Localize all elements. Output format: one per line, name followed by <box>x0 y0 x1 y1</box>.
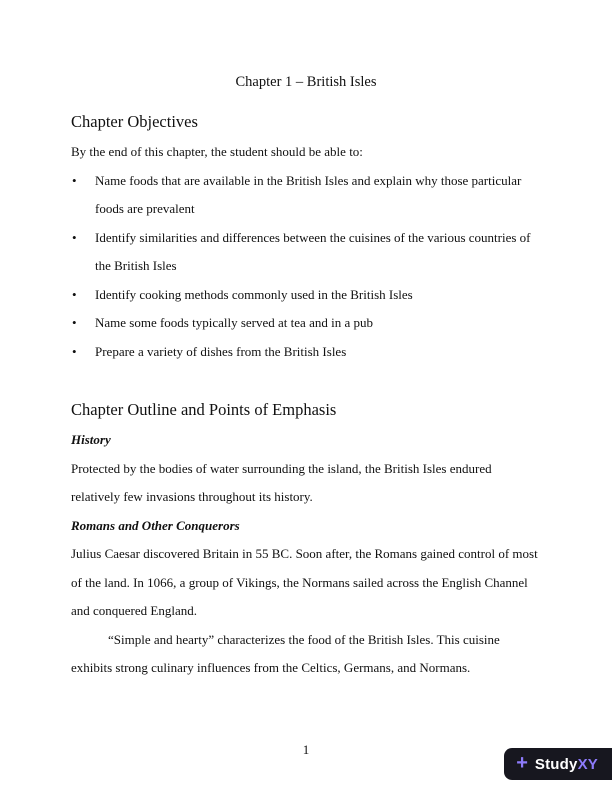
objective-item: • Identify cooking methods commonly used in the British Isles <box>71 281 541 310</box>
subheading-history: History <box>71 432 111 447</box>
objective-item: • Name some foods typically served at tea and in a pub <box>71 309 541 338</box>
objectives-list <box>71 167 541 367</box>
romans-paragraph: Julius Caesar discovered Britain in 55 BC. Soon after, the Romans gained control of most of the land. In 1066, a group of Vikings, the Normans sailed across the English Channel and conquered England. <box>71 546 538 618</box>
studyxy-logo-text <box>535 756 598 773</box>
studyxy-logo-badge <box>504 748 612 780</box>
logo-text-xy: XY <box>577 755 598 773</box>
objective-item: • Name foods that are available in the British Isles and explain why those particular foods are prevalent <box>71 167 541 224</box>
objective-item: • Prepare a variety of dishes from the British Isles <box>71 338 541 367</box>
romans-quote-paragraph: “Simple and hearty” characterizes the food of the British Isles. This cuisine exhibits strong culinary influences from the Celtics, Germans, and Normans. <box>71 631 500 675</box>
logo-text-study: Study <box>534 755 578 773</box>
objectives-intro: By the end of this chapter, the student should be able to: <box>71 144 363 159</box>
objective-item: • Identify similarities and differences between the cuisines of the various countries of the British Isles <box>71 224 541 281</box>
objectives-heading: Chapter Objectives <box>71 112 198 131</box>
subheading-romans: Romans and Other Conquerors <box>71 517 240 533</box>
plus-icon: + <box>516 752 528 774</box>
chapter-title: Chapter 1 – British Isles <box>235 74 377 90</box>
outline-heading: Chapter Outline and Points of Emphasis <box>71 400 337 419</box>
history-paragraph: Protected by the bodies of water surrounding the island, the British Isles endured relatively few invasions throughout its history. <box>71 460 492 504</box>
page-number: 1 <box>302 742 310 757</box>
